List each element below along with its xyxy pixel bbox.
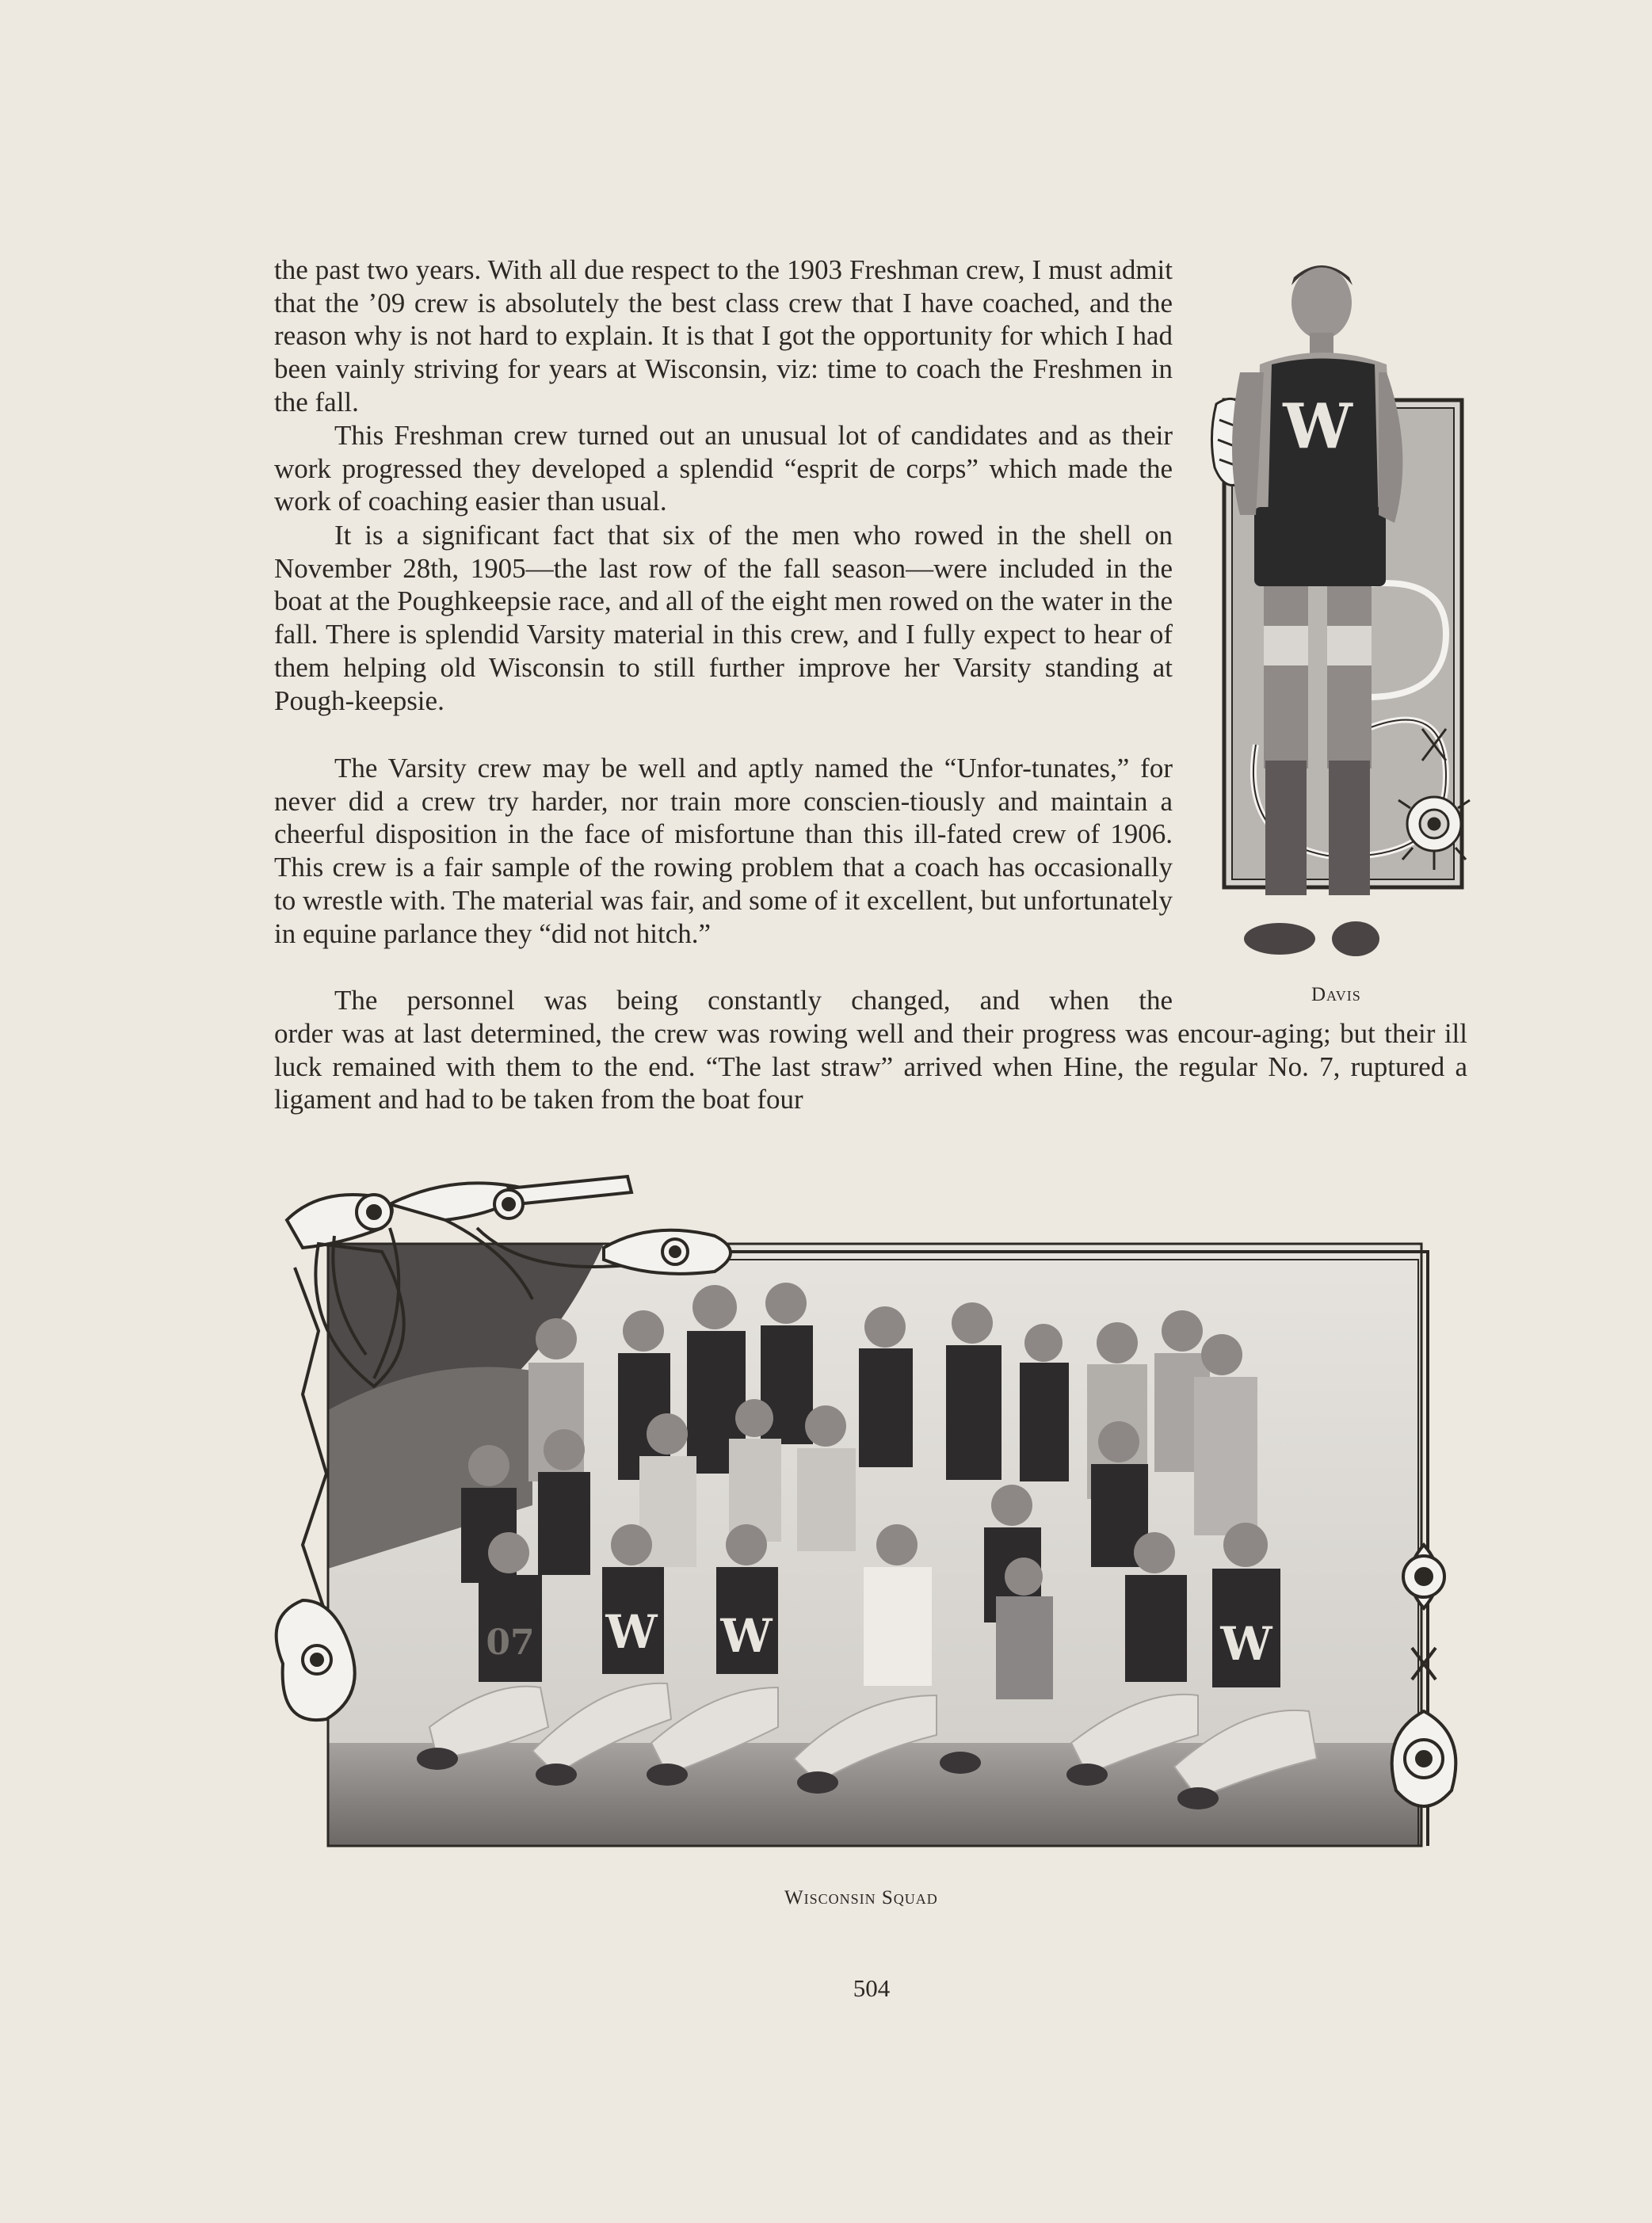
paragraph-5-continued: order was at last determined, the crew was rowing well and their progress was encour-aging; but their ill luck remained with them to the end. “The last straw” arrived when Hine, the regular No. 7, ruptured a ligament and had to be taken from the boat four: [274, 1018, 1467, 1115]
squad-jersey-letter-3: W: [1220, 1617, 1272, 1671]
paragraph-4: The Varsity crew may be well and aptly named the “Unfor-tunates,” for never did a crew try harder, nor train more conscien-tiously and maintain a cheerful disposition in the face of misfortune than this ill-fated crew of 1906. This crew is a fair sample of the rowing problem that a coach has occasionally to wrestle with. The material was fair, and some of it excellent, but unfortunately in equine parlance they “did not hitch.”: [274, 753, 1173, 949]
squad-photo-image: [271, 1173, 1475, 1862]
paragraph-3: It is a significant fact that six of the men who rowed in the shell on November 28th, 1905—the last row of the fall season—were included in the boat at the Poughkeepsie race, and all of the eight men rowed on the water in the fall. There is splendid Varsity material in this crew, and I fully expect to hear of them helping old Wisconsin to still further improve her Varsity standing at Pough-keepsie.: [274, 520, 1173, 716]
page-number: 504: [853, 1974, 891, 2002]
davis-jersey-letter: W: [1283, 391, 1353, 463]
squad-jersey-letter-2: W: [720, 1609, 773, 1663]
squad-jersey-letter-1: W: [605, 1605, 658, 1659]
davis-portrait-image: [1208, 254, 1478, 974]
davis-portrait: [1208, 254, 1478, 974]
davis-caption: Davis: [1311, 984, 1361, 1005]
paragraph-2: This Freshman crew turned out an unusual lot of candidates and as their work progressed they developed a splendid “esprit de corps” which made the work of coaching easier than usual.: [274, 420, 1173, 517]
squad-photo: [271, 1173, 1475, 1862]
paragraph-5: The personnel was being constantly changed, and when the: [334, 985, 1173, 1016]
squad-jersey-number: 07: [486, 1622, 535, 1663]
paragraph-1: the past two years. With all due respect to the 1903 Freshman crew, I must admit that the ’09 crew is absolutely the best class crew that I have coached, and the reason why is not hard to explain. It is that I got the opportunity for which I had been vainly striving for years at Wisconsin, viz: time to coach the Freshmen in the fall.: [274, 254, 1173, 418]
squad-caption: Wisconsin Squad: [784, 1887, 938, 1908]
